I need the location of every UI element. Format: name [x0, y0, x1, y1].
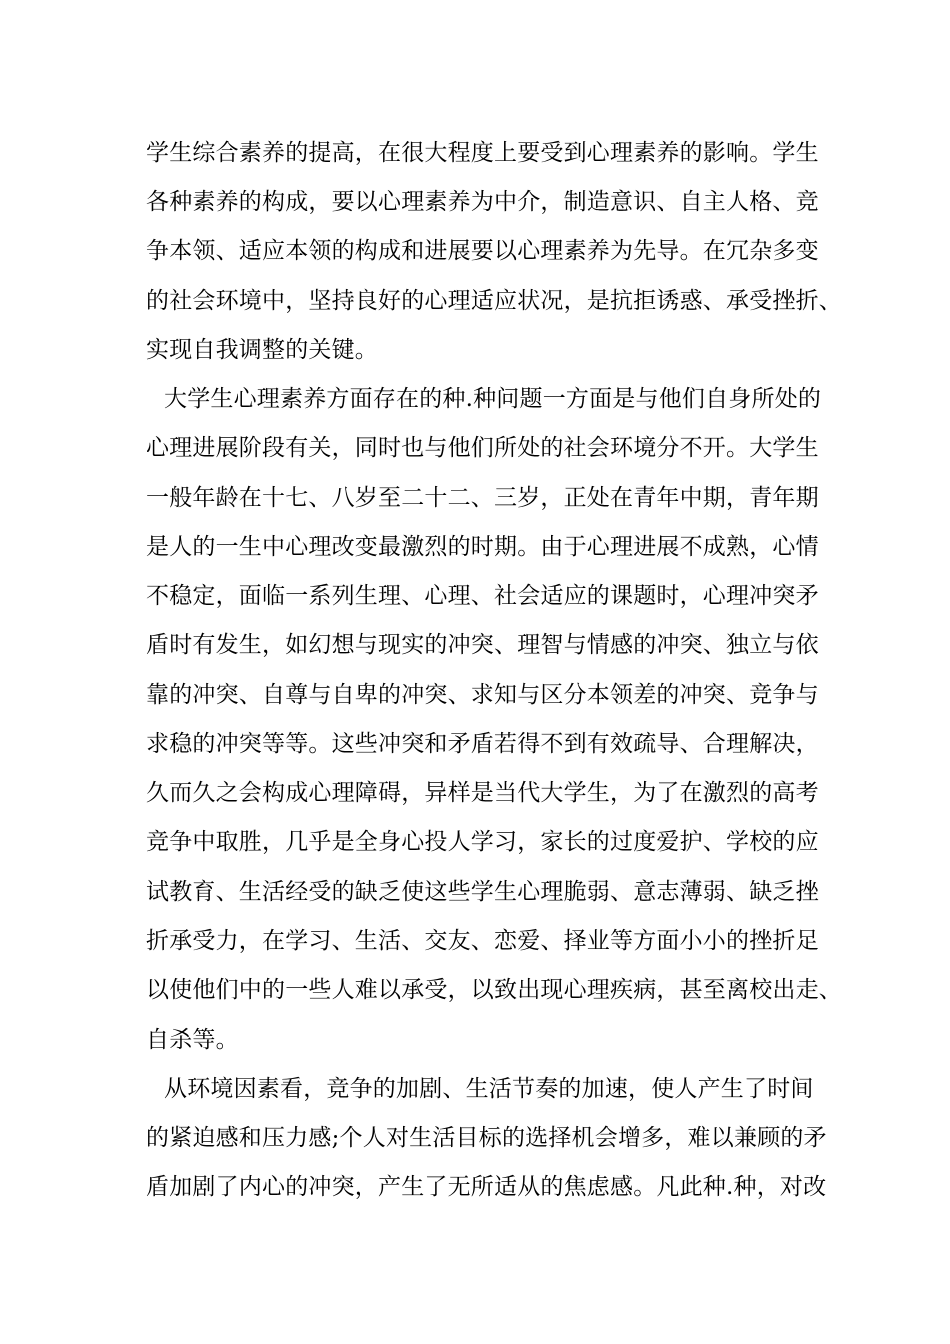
text-line: 折承受力，在学习、生活、交友、恋爱、择业等方面小小的挫折足 [146, 928, 819, 954]
text-line: 久而久之会构成心理障碍，异样是当代大学生，为了在激烈的高考 [146, 780, 819, 806]
text-line: 的社会环境中，坚持良好的心理适应状况，是抗拒诱惑、承受挫折、 [146, 288, 842, 314]
paragraph-start-line: 大学生心理素养方面存在的种.种问题一方面是与他们自身所处的 [164, 386, 822, 412]
text-line: 实现自我调整的关键。 [146, 337, 378, 363]
text-line: 以使他们中的一些人难以承受，以致出现心理疾病，甚至离校出走、 [146, 977, 842, 1003]
text-line: 盾加剧了内心的冲突，产生了无所适从的焦虑感。凡此种.种，对改 [146, 1174, 827, 1200]
text-line: 试教育、生活经受的缺乏使这些学生心理脆弱、意志薄弱、缺乏挫 [146, 879, 819, 905]
text-line: 心理进展阶段有关，同时也与他们所处的社会环境分不开。大学生 [146, 435, 819, 461]
text-line: 学生综合素养的提高，在很大程度上要受到心理素养的影响。学生 [146, 140, 819, 166]
text-line: 一般年龄在十七、八岁至二十二、三岁，正处在青年中期，青年期 [146, 485, 819, 511]
text-line: 盾时有发生，如幻想与现实的冲突、理智与情感的冲突、独立与依 [146, 632, 819, 658]
paragraph-start-line: 从环境因素看，竞争的加剧、生活节奏的加速，使人产生了时间 [164, 1076, 814, 1102]
text-line: 的紧迫感和压力感;个人对生活目标的选择机会增多，难以兼顾的矛 [146, 1125, 827, 1151]
text-line: 求稳的冲突等等。这些冲突和矛盾若得不到有效疏导、合理解决， [146, 731, 819, 757]
text-line: 靠的冲突、自尊与自卑的冲突、求知与区分本领差的冲突、竞争与 [146, 682, 819, 708]
text-line: 不稳定，面临一系列生理、心理、社会适应的课题时，心理冲突矛 [146, 583, 819, 609]
text-line: 自杀等。 [146, 1027, 239, 1053]
text-line: 竞争中取胜，几乎是全身心投人学习，家长的过度爱护、学校的应 [146, 829, 819, 855]
text-line: 是人的一生中心理改变最激烈的时期。由于心理进展不成熟，心情 [146, 534, 819, 560]
text-line: 各种素养的构成，要以心理素养为中介，制造意识、自主人格、竞 [146, 189, 819, 215]
text-line: 争本领、适应本领的构成和进展要以心理素养为先导。在冗杂多变 [146, 238, 819, 264]
